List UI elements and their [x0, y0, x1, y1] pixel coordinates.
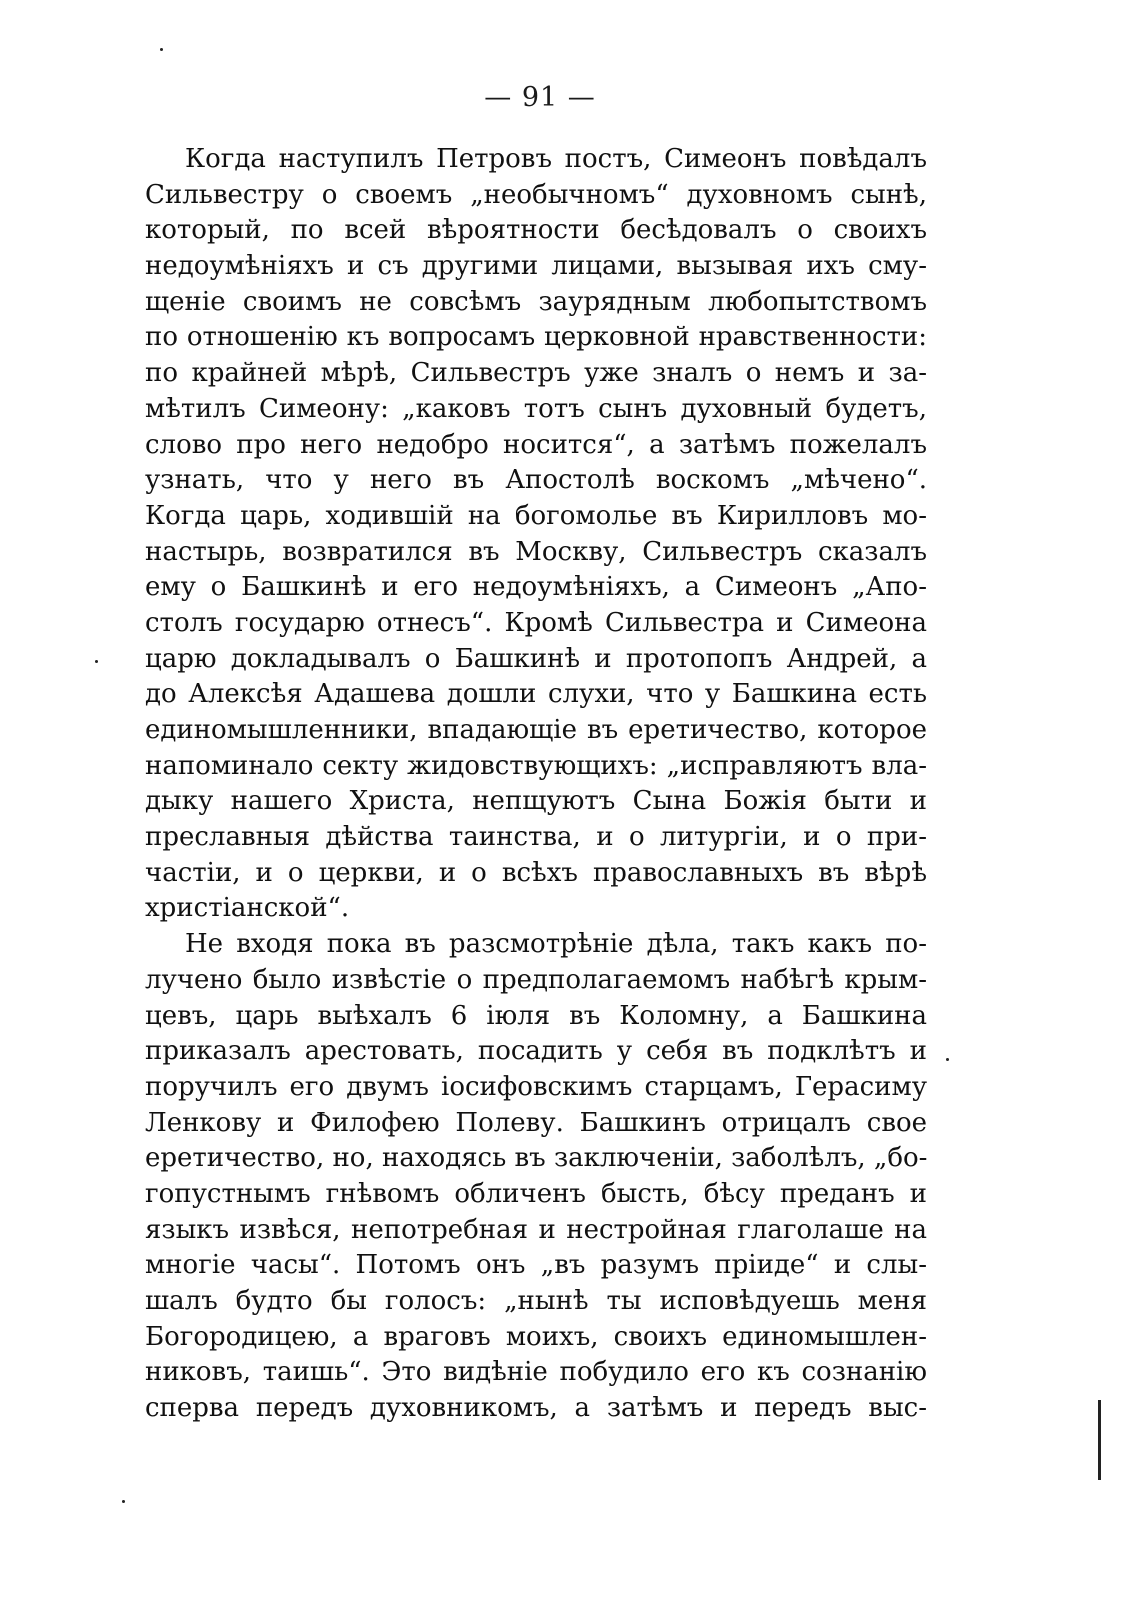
- text-line: щеніе своимъ не совсѣмъ заурядным любопытствомъ: [145, 286, 927, 317]
- text-line: частіи, и о церкви, и о всѣхъ православныхъ въ вѣрѣ: [145, 857, 927, 888]
- text-line: Сильвестру о своемъ „необычномъ“ духовномъ сынѣ,: [145, 179, 927, 210]
- text-line: мѣтилъ Симеону: „каковъ тотъ сынъ духовный будетъ,: [145, 393, 927, 424]
- text-line: лучено было извѣстіе о предполагаемомъ набѣгѣ крым-: [145, 964, 927, 995]
- text-line: приказалъ арестовать, посадить у себя въ подклѣтъ и: [145, 1036, 927, 1067]
- text-line: шалъ будто бы голосъ: „нынѣ ты исповѣдуешь меня: [145, 1286, 927, 1316]
- body-text: [145, 142, 927, 1427]
- page-number: — 91 —: [484, 82, 596, 113]
- text-line: Ленкову и Филофею Полеву. Башкинъ отрицалъ свое: [145, 1107, 927, 1138]
- scan-speck: [122, 1500, 125, 1503]
- text-line: напоминало секту жидовствующихъ: „исправляютъ вла-: [145, 750, 927, 781]
- text-line: который, по всей вѣроятности бесѣдовалъ о своихъ: [145, 215, 927, 246]
- text-line: Когда царь, ходившій на богомолье въ Кирилловъ мо-: [145, 500, 927, 531]
- text-line: еретичество, но, находясь въ заключеніи, заболѣлъ, „бо-: [145, 1143, 928, 1174]
- text-line: цевъ, царь выѣхалъ 6 іюля въ Коломну, а Башкина: [145, 1000, 927, 1031]
- text-line: Богородицею, а враговъ моихъ, своихъ единомышлен-: [145, 1321, 927, 1352]
- text-line: узнать, что у него въ Апостолѣ воскомъ „мѣчено“.: [145, 465, 927, 496]
- scan-speck: [946, 1058, 949, 1061]
- text-line: никовъ, таишь“. Это видѣніе побудило его къ сознанію: [145, 1357, 927, 1388]
- text-line: гопустнымъ гнѣвомъ обличенъ бысть, бѣсу преданъ и: [145, 1178, 927, 1209]
- scan-speck: [160, 48, 163, 51]
- text-line: поручилъ его двумъ іосифовскимъ старцамъ, Герасиму: [145, 1071, 927, 1102]
- text-line: столъ государю отнесъ“. Кромѣ Сильвестра и Симеона: [145, 607, 927, 638]
- text-line: царю докладывалъ о Башкинѣ и протопопъ Андрей, а: [145, 643, 927, 674]
- text-line: Не входя пока въ разсмотрѣніе дѣла, такъ какъ по-: [185, 929, 927, 960]
- text-line: многіе часы“. Потомъ онъ „въ разумъ пріиде“ и слы-: [145, 1250, 927, 1281]
- text-line: дыку нашего Христа, непщуютъ Сына Божія быти и: [145, 786, 927, 817]
- text-line: по отношенію къ вопросамъ церковной нравственности:: [145, 322, 927, 353]
- text-line: сперва передъ духовникомъ, а затѣмъ и передъ выс-: [145, 1393, 927, 1424]
- text-line: по крайней мѣрѣ, Сильвестръ уже зналъ о немъ и за-: [145, 358, 927, 389]
- text-line: настырь, возвратился въ Москву, Сильвестръ сказалъ: [145, 536, 927, 567]
- text-line: языкъ извѣся, непотребная и нестройная глаголаше на: [145, 1214, 927, 1245]
- text-line: слово про него недобро носится“, а затѣмъ пожелалъ: [145, 429, 927, 460]
- text-line: христіанской“.: [145, 893, 350, 924]
- text-line: преславныя дѣйства таинства, и о литургіи, и о при-: [145, 822, 927, 853]
- text-line: Когда наступилъ Петровъ постъ, Симеонъ повѣдалъ: [185, 144, 927, 174]
- text-line: ему о Башкинѣ и его недоумѣніяхъ, а Симеонъ „Апо-: [145, 572, 927, 603]
- text-line: единомышленники, впадающіе въ еретичество, которое: [145, 715, 927, 745]
- scan-edge-mark: [1098, 1400, 1101, 1480]
- text-line: недоумѣніяхъ и съ другими лицами, вызывая ихъ сму-: [145, 251, 927, 282]
- scan-speck: [95, 660, 98, 663]
- text-line: до Алексѣя Адашева дошли слухи, что у Башкина есть: [145, 679, 927, 710]
